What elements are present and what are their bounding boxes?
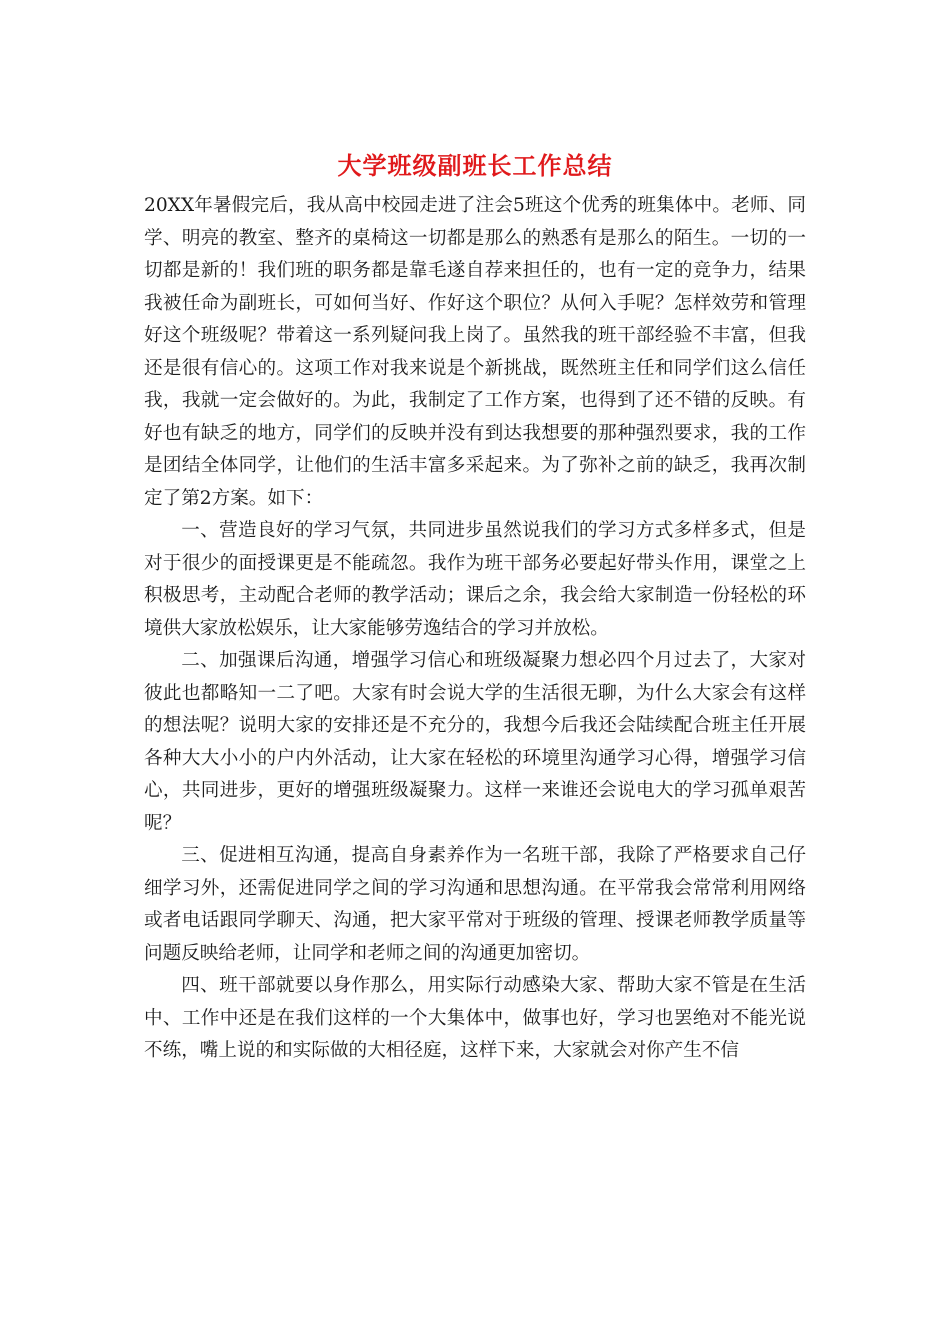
section-two-paragraph: 二、加强课后沟通，增强学习信心和班级凝聚力想必四个月过去了，大家对彼此也都略知一二了吧。大家有时会说大学的生活很无聊，为什么大家会有这样的想法呢？说明大家的安排还是不充分的，我想今后我还会陆续配合班主任开展各种大大小小的户内外活动，让大家在轻松的环境里沟通学习心得，增强学习信心，共同进步，更好的增强班级凝聚力。这样一来谁还会说电大的学习孤单艰苦呢？ <box>144 650 806 834</box>
document-body <box>144 190 806 1068</box>
document-title: 大学班级副班长工作总结 <box>337 151 613 180</box>
section-one-paragraph: 一、营造良好的学习气氛，共同进步虽然说我们的学习方式多样多式，但是对于很少的面授课更是不能疏忽。我作为班干部务必要起好带头作用，课堂之上积极思考，主动配合老师的教学活动；课后之余，我会给大家制造一份轻松的环境供大家放松娱乐，让大家能够劳逸结合的学习并放松。 <box>144 520 806 639</box>
section-three-paragraph: 三、促进相互沟通，提高自身素养作为一名班干部，我除了严格要求自己仔细学习外，还需促进同学之间的学习沟通和思想沟通。在平常我会常常利用网络或者电话跟同学聊天、沟通，把大家平常对于班级的管理、授课老师教学质量等问题反映给老师，让同学和老师之间的沟通更加密切。 <box>144 845 806 964</box>
section-four-paragraph: 四、班干部就要以身作那么，用实际行动感染大家、帮助大家不管是在生活中、工作中还是在我们这样的一个大集体中，做事也好，学习也罢绝对不能光说不练，嘴上说的和实际做的大相径庭，这样下来，大家就会对你产生不信 <box>144 975 806 1061</box>
intro-paragraph: 20XX年暑假完后，我从高中校园走进了注会5班这个优秀的班集体中。老师、同学、明亮的教室、整齐的桌椅这一切都是那么的熟悉有是那么的陌生。一切的一切都是新的！我们班的职务都是靠毛遂自荐来担任的，也有一定的竞争力，结果我被任命为副班长，可如何当好、作好这个职位？从何入手呢？怎样效劳和管理好这个班级呢？带着这一系列疑问我上岗了。虽然我的班干部经验不丰富，但我还是很有信心的。这项工作对我来说是个新挑战，既然班主任和同学们这么信任我，我就一定会做好的。为此，我制定了工作方案，也得到了还不错的反映。有好也有缺乏的地方，同学们的反映并没有到达我想要的那种强烈要求，我的工作是团结全体同学，让他们的生活丰富多采起来。为了弥补之前的缺乏，我再次制定了第2方案。如下： <box>144 195 806 509</box>
